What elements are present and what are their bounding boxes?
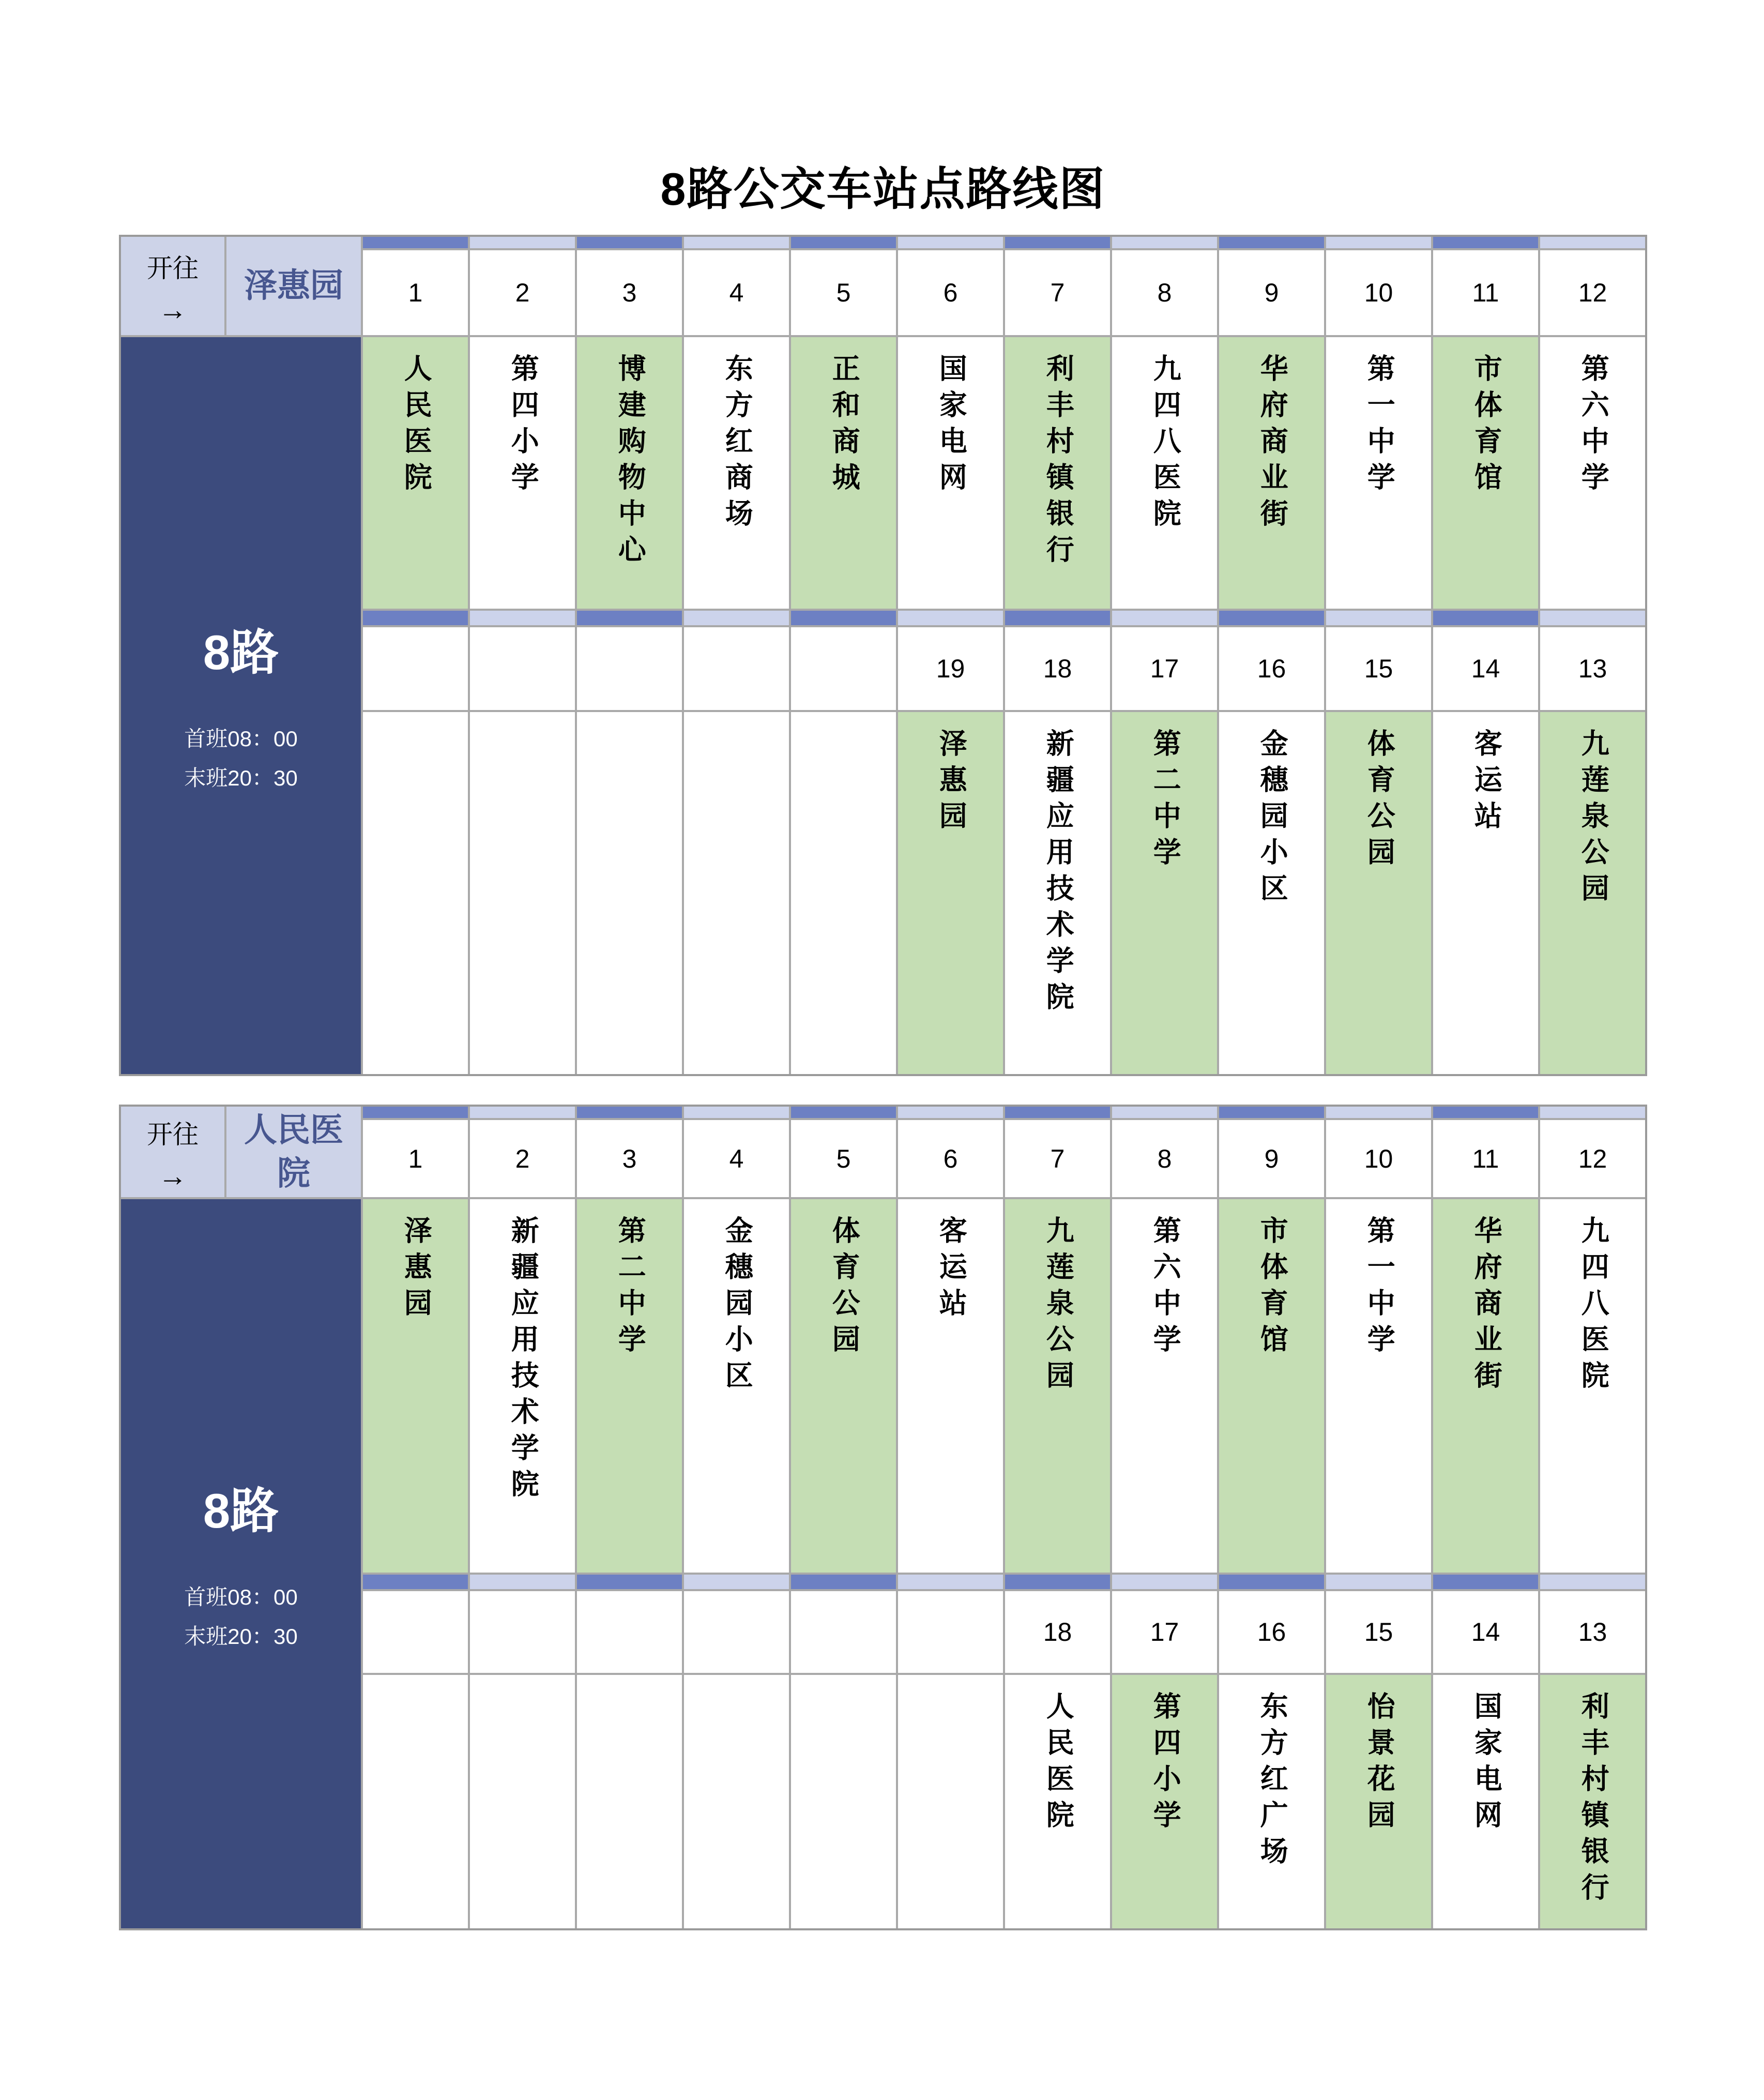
stop-header-cell: [791, 237, 896, 335]
stop-name: 九莲泉公园: [1577, 729, 1609, 910]
stop-name-cell: [470, 337, 575, 609]
stop-number: 9: [1264, 1144, 1279, 1173]
stop-number: 9: [1264, 278, 1279, 307]
stop-number: [363, 1591, 468, 1673]
stop-header-cell: [577, 1107, 682, 1197]
stop-header-cell: [898, 1107, 1003, 1197]
stop-name: 市体育馆: [1470, 354, 1502, 498]
stop-number: 1: [408, 278, 423, 307]
stop-name: 怡景花园: [1363, 1691, 1395, 1836]
column-strip: [1540, 1575, 1645, 1589]
column-strip: [1326, 1107, 1431, 1120]
stop-number: 18: [1043, 654, 1072, 683]
direction-label: 开往: [147, 254, 199, 283]
stop-name: 客运站: [935, 1216, 967, 1324]
stop-header-cell: [684, 1107, 789, 1197]
return-stop-name-cell: [1326, 712, 1431, 1074]
stop-header-cell: [1433, 1107, 1538, 1197]
last-bus-time: 末班20：30: [184, 766, 298, 790]
stop-name: 九莲泉公园: [1042, 1216, 1074, 1397]
direction-cell: [121, 237, 224, 335]
column-strip: [363, 1575, 468, 1589]
column-strip: [470, 1107, 575, 1120]
column-strip: [791, 1575, 896, 1589]
stop-name-cell: [791, 337, 896, 609]
stop-number: [791, 627, 896, 710]
stop-number: [470, 1591, 575, 1673]
return-stop-number-cell: [1219, 1591, 1324, 1673]
stop-number: 15: [1364, 654, 1393, 683]
stop-number: 19: [936, 654, 965, 683]
destination-cell: [226, 237, 361, 335]
stop-name: 体育公园: [828, 1216, 860, 1361]
return-stop-number-cell: [1112, 1591, 1217, 1673]
column-strip: [684, 1575, 789, 1589]
stop-number: 3: [622, 278, 637, 307]
stop-name: 体育公园: [1363, 729, 1395, 873]
stop-number: [577, 627, 682, 710]
stop-name: 泽惠园: [400, 1216, 432, 1324]
stop-header-cell: [1326, 237, 1431, 335]
stop-number: 2: [515, 1144, 530, 1173]
column-strip: [684, 611, 789, 625]
direction-cell: [121, 1107, 224, 1197]
stop-number: 13: [1578, 654, 1607, 683]
return-stop-number-cell: [363, 627, 468, 710]
stop-number: 15: [1364, 1618, 1393, 1646]
column-strip: [1219, 1575, 1324, 1589]
column-strip: [898, 1575, 1003, 1589]
return-stop-number-cell: [363, 1591, 468, 1673]
stop-number: 18: [1043, 1618, 1072, 1646]
stop-name-cell: [1540, 337, 1645, 609]
stop-number: [577, 1591, 682, 1673]
return-stop-name-cell: [684, 712, 789, 1074]
return-stop-name-cell: [791, 712, 896, 1074]
column-strip: [470, 237, 575, 250]
return-stop-name-cell: [470, 1675, 575, 1928]
stop-name: 第一中学: [1363, 1216, 1395, 1361]
stop-header-cell: [1005, 237, 1110, 335]
column-strip: [1112, 237, 1217, 250]
return-stop-number-cell: [470, 1591, 575, 1673]
column-strip: [1326, 1575, 1431, 1589]
stop-number: 17: [1150, 1618, 1179, 1646]
stop-number: 16: [1257, 654, 1286, 683]
stop-number: [791, 1591, 896, 1673]
stop-number: 8: [1157, 278, 1172, 307]
route-name: 8路: [203, 625, 279, 680]
stop-name-cell: [1219, 337, 1324, 609]
stop-name: 第四小学: [1149, 1691, 1181, 1836]
column-strip: [1005, 1107, 1110, 1120]
stop-name-cell: [470, 1199, 575, 1573]
stop-name: 第六中学: [1149, 1216, 1181, 1361]
return-stop-number-cell: [1326, 1591, 1431, 1673]
stop-number: 1: [408, 1144, 423, 1173]
column-strip: [898, 1107, 1003, 1120]
stop-name: 新疆应用技术学院: [1042, 729, 1074, 1018]
stop-number: 4: [729, 1144, 744, 1173]
return-stop-number-cell: [1219, 627, 1324, 710]
stop-number: 12: [1578, 278, 1607, 307]
stop-number: 6: [943, 278, 958, 307]
return-stop-number-cell: [470, 627, 575, 710]
stop-number: [684, 1591, 789, 1673]
stop-name-cell: [577, 1199, 682, 1573]
return-stop-name-cell: [1005, 712, 1110, 1074]
column-strip: [1326, 611, 1431, 625]
stop-number: 16: [1257, 1618, 1286, 1646]
column-strip: [898, 611, 1003, 625]
column-strip: [1433, 237, 1538, 250]
stop-header-cell: [470, 1107, 575, 1197]
stop-header-cell: [363, 1107, 468, 1197]
direction-label: 开往: [147, 1120, 199, 1149]
route-table-to-zehuiyuan: [119, 235, 1647, 1076]
stop-name: 第六中学: [1577, 354, 1609, 498]
last-bus-time: 末班20：30: [184, 1624, 298, 1649]
stop-name: 第四小学: [507, 354, 539, 498]
column-strip: [1540, 1107, 1645, 1120]
return-stop-name-cell: [1112, 1675, 1217, 1928]
column-strip: [470, 1575, 575, 1589]
return-stop-name-cell: [363, 712, 468, 1074]
stop-name: 利丰村镇银行: [1042, 354, 1074, 571]
return-stop-number-cell: [898, 1591, 1003, 1673]
return-stop-name-cell: [1433, 1675, 1538, 1928]
stop-name-cell: [1005, 1199, 1110, 1573]
route-grid: [119, 1105, 1647, 1930]
direction-arrow-icon: →: [158, 293, 187, 326]
stop-header-cell: [1433, 237, 1538, 335]
stop-name-cell: [363, 1199, 468, 1573]
stop-name: 新疆应用技术学院: [507, 1216, 539, 1505]
destination-name: 泽惠园: [244, 267, 343, 305]
stop-number: 2: [515, 278, 530, 307]
stop-name-cell: [1112, 1199, 1217, 1573]
stop-header-cell: [791, 1107, 896, 1197]
route-grid: [119, 235, 1647, 1076]
stop-name: 国家电网: [1470, 1691, 1502, 1836]
return-stop-number-cell: [577, 627, 682, 710]
return-stop-number-cell: [577, 1591, 682, 1673]
stop-name: 东方红广场: [1256, 1691, 1288, 1872]
return-stop-name-cell: [1326, 1675, 1431, 1928]
route-table-to-renmin-hospital: [119, 1105, 1647, 1930]
column-strip: [577, 1107, 682, 1120]
column-strip: [1005, 611, 1110, 625]
return-stop-number-cell: [791, 1591, 896, 1673]
stop-name: 金穗园小区: [1256, 729, 1288, 910]
destination-cell: [226, 1107, 361, 1197]
return-stop-name-cell: [577, 712, 682, 1074]
stop-name: 国家电网: [935, 354, 967, 498]
stop-name: 第二中学: [614, 1216, 646, 1361]
column-strip: [791, 237, 896, 250]
stop-name-cell: [1433, 337, 1538, 609]
return-stop-name-cell: [1112, 712, 1217, 1074]
column-strip: [1433, 1107, 1538, 1120]
return-stop-name-cell: [684, 1675, 789, 1928]
stop-name-cell: [1112, 337, 1217, 609]
stop-number: 13: [1578, 1618, 1607, 1646]
stop-name-cell: [363, 337, 468, 609]
stop-number: 11: [1472, 1144, 1499, 1173]
return-stop-name-cell: [1005, 1675, 1110, 1928]
stop-name: 人民医院: [1042, 1691, 1074, 1836]
route-name: 8路: [203, 1483, 279, 1538]
destination-name: 人民医院: [244, 1111, 343, 1192]
stop-name-cell: [684, 337, 789, 609]
stop-name-cell: [791, 1199, 896, 1573]
stop-number: 7: [1050, 1144, 1065, 1173]
return-stop-name-cell: [1540, 1675, 1645, 1928]
stop-header-cell: [684, 237, 789, 335]
stop-name-cell: [1433, 1199, 1538, 1573]
stop-header-cell: [470, 237, 575, 335]
first-bus-time: 首班08：00: [184, 1584, 298, 1609]
direction-arrow-icon: →: [158, 1159, 187, 1192]
stop-header-cell: [1326, 1107, 1431, 1197]
return-stop-number-cell: [684, 1591, 789, 1673]
stop-header-cell: [1540, 237, 1645, 335]
return-stop-number-cell: [1433, 1591, 1538, 1673]
return-stop-name-cell: [1540, 712, 1645, 1074]
return-stop-name-cell: [1433, 712, 1538, 1074]
stop-header-cell: [577, 237, 682, 335]
return-stop-number-cell: [1005, 1591, 1110, 1673]
column-strip: [577, 611, 682, 625]
stop-name: 东方红商场: [721, 354, 753, 535]
stop-name-cell: [684, 1199, 789, 1573]
column-strip: [1433, 1575, 1538, 1589]
return-stop-name-cell: [470, 712, 575, 1074]
page-title: 8路公交车站点路线图: [660, 163, 1106, 215]
stop-number: 14: [1471, 1618, 1500, 1646]
stop-name: 华府商业街: [1256, 354, 1288, 535]
stop-name-cell: [1219, 1199, 1324, 1573]
stop-number: 4: [729, 278, 744, 307]
return-stop-name-cell: [1219, 712, 1324, 1074]
return-stop-number-cell: [791, 627, 896, 710]
stop-header-cell: [1112, 1107, 1217, 1197]
return-stop-number-cell: [1433, 627, 1538, 710]
column-strip: [791, 1107, 896, 1120]
stop-name: 第一中学: [1363, 354, 1395, 498]
return-stop-number-cell: [1112, 627, 1217, 710]
stop-name: 泽惠园: [935, 729, 967, 837]
return-stop-number-cell: [898, 627, 1003, 710]
stop-name: 九四八医院: [1577, 1216, 1609, 1397]
column-strip: [1112, 611, 1217, 625]
return-stop-name-cell: [791, 1675, 896, 1928]
stop-name-cell: [898, 1199, 1003, 1573]
stop-number: 5: [836, 278, 851, 307]
stop-number: 6: [943, 1144, 958, 1173]
stop-number: 10: [1364, 278, 1393, 307]
stop-name: 华府商业街: [1470, 1216, 1502, 1397]
stop-number: 11: [1472, 278, 1499, 307]
stop-name-cell: [1540, 1199, 1645, 1573]
stop-name: 利丰村镇银行: [1577, 1691, 1609, 1909]
route-sidebar: [121, 337, 361, 1074]
column-strip: [577, 1575, 682, 1589]
column-strip: [363, 1107, 468, 1120]
column-strip: [1112, 1575, 1217, 1589]
column-strip: [684, 1107, 789, 1120]
stop-header-cell: [363, 237, 468, 335]
stop-number: 10: [1364, 1144, 1393, 1173]
return-stop-number-cell: [684, 627, 789, 710]
stop-number: 8: [1157, 1144, 1172, 1173]
stop-number: 3: [622, 1144, 637, 1173]
column-strip: [1540, 237, 1645, 250]
stop-header-cell: [1005, 1107, 1110, 1197]
column-strip: [1005, 237, 1110, 250]
column-strip: [1433, 611, 1538, 625]
return-stop-number-cell: [1540, 1591, 1645, 1673]
stop-name: 人民医院: [400, 354, 432, 498]
return-stop-name-cell: [1219, 1675, 1324, 1928]
return-stop-number-cell: [1540, 627, 1645, 710]
stop-header-cell: [1540, 1107, 1645, 1197]
column-strip: [470, 611, 575, 625]
stop-name-cell: [1005, 337, 1110, 609]
stop-number: [363, 627, 468, 710]
return-stop-name-cell: [577, 1675, 682, 1928]
return-stop-number-cell: [1005, 627, 1110, 710]
stop-name: 九四八医院: [1149, 354, 1181, 535]
column-strip: [363, 237, 468, 250]
column-strip: [898, 237, 1003, 250]
route-sidebar: [121, 1199, 361, 1928]
stop-name: 金穗园小区: [721, 1216, 753, 1397]
stop-number: 7: [1050, 278, 1065, 307]
stop-name-cell: [898, 337, 1003, 609]
stop-name: 正和商城: [828, 354, 860, 498]
column-strip: [791, 611, 896, 625]
column-strip: [1219, 237, 1324, 250]
stop-number: 14: [1471, 654, 1500, 683]
stop-number: 12: [1578, 1144, 1607, 1173]
stop-number: [898, 1591, 1003, 1673]
stop-name-cell: [577, 337, 682, 609]
column-strip: [1540, 611, 1645, 625]
stop-name-cell: [1326, 1199, 1431, 1573]
column-strip: [1326, 237, 1431, 250]
column-strip: [1005, 1575, 1110, 1589]
return-stop-name-cell: [898, 712, 1003, 1074]
column-strip: [1219, 1107, 1324, 1120]
stop-name: 市体育馆: [1256, 1216, 1288, 1361]
stop-name: 博建购物中心: [614, 354, 646, 571]
stop-name: 第二中学: [1149, 729, 1181, 873]
return-stop-name-cell: [898, 1675, 1003, 1928]
stop-header-cell: [898, 237, 1003, 335]
column-strip: [684, 237, 789, 250]
stop-number: [470, 627, 575, 710]
stop-number: 5: [836, 1144, 851, 1173]
stop-header-cell: [1112, 237, 1217, 335]
return-stop-name-cell: [363, 1675, 468, 1928]
column-strip: [363, 611, 468, 625]
stop-header-cell: [1219, 237, 1324, 335]
stop-number: 17: [1150, 654, 1179, 683]
stop-name-cell: [1326, 337, 1431, 609]
stop-header-cell: [1219, 1107, 1324, 1197]
column-strip: [577, 237, 682, 250]
first-bus-time: 首班08：00: [184, 727, 298, 751]
column-strip: [1112, 1107, 1217, 1120]
column-strip: [1219, 611, 1324, 625]
stop-name: 客运站: [1470, 729, 1502, 837]
stop-number: [684, 627, 789, 710]
return-stop-number-cell: [1326, 627, 1431, 710]
